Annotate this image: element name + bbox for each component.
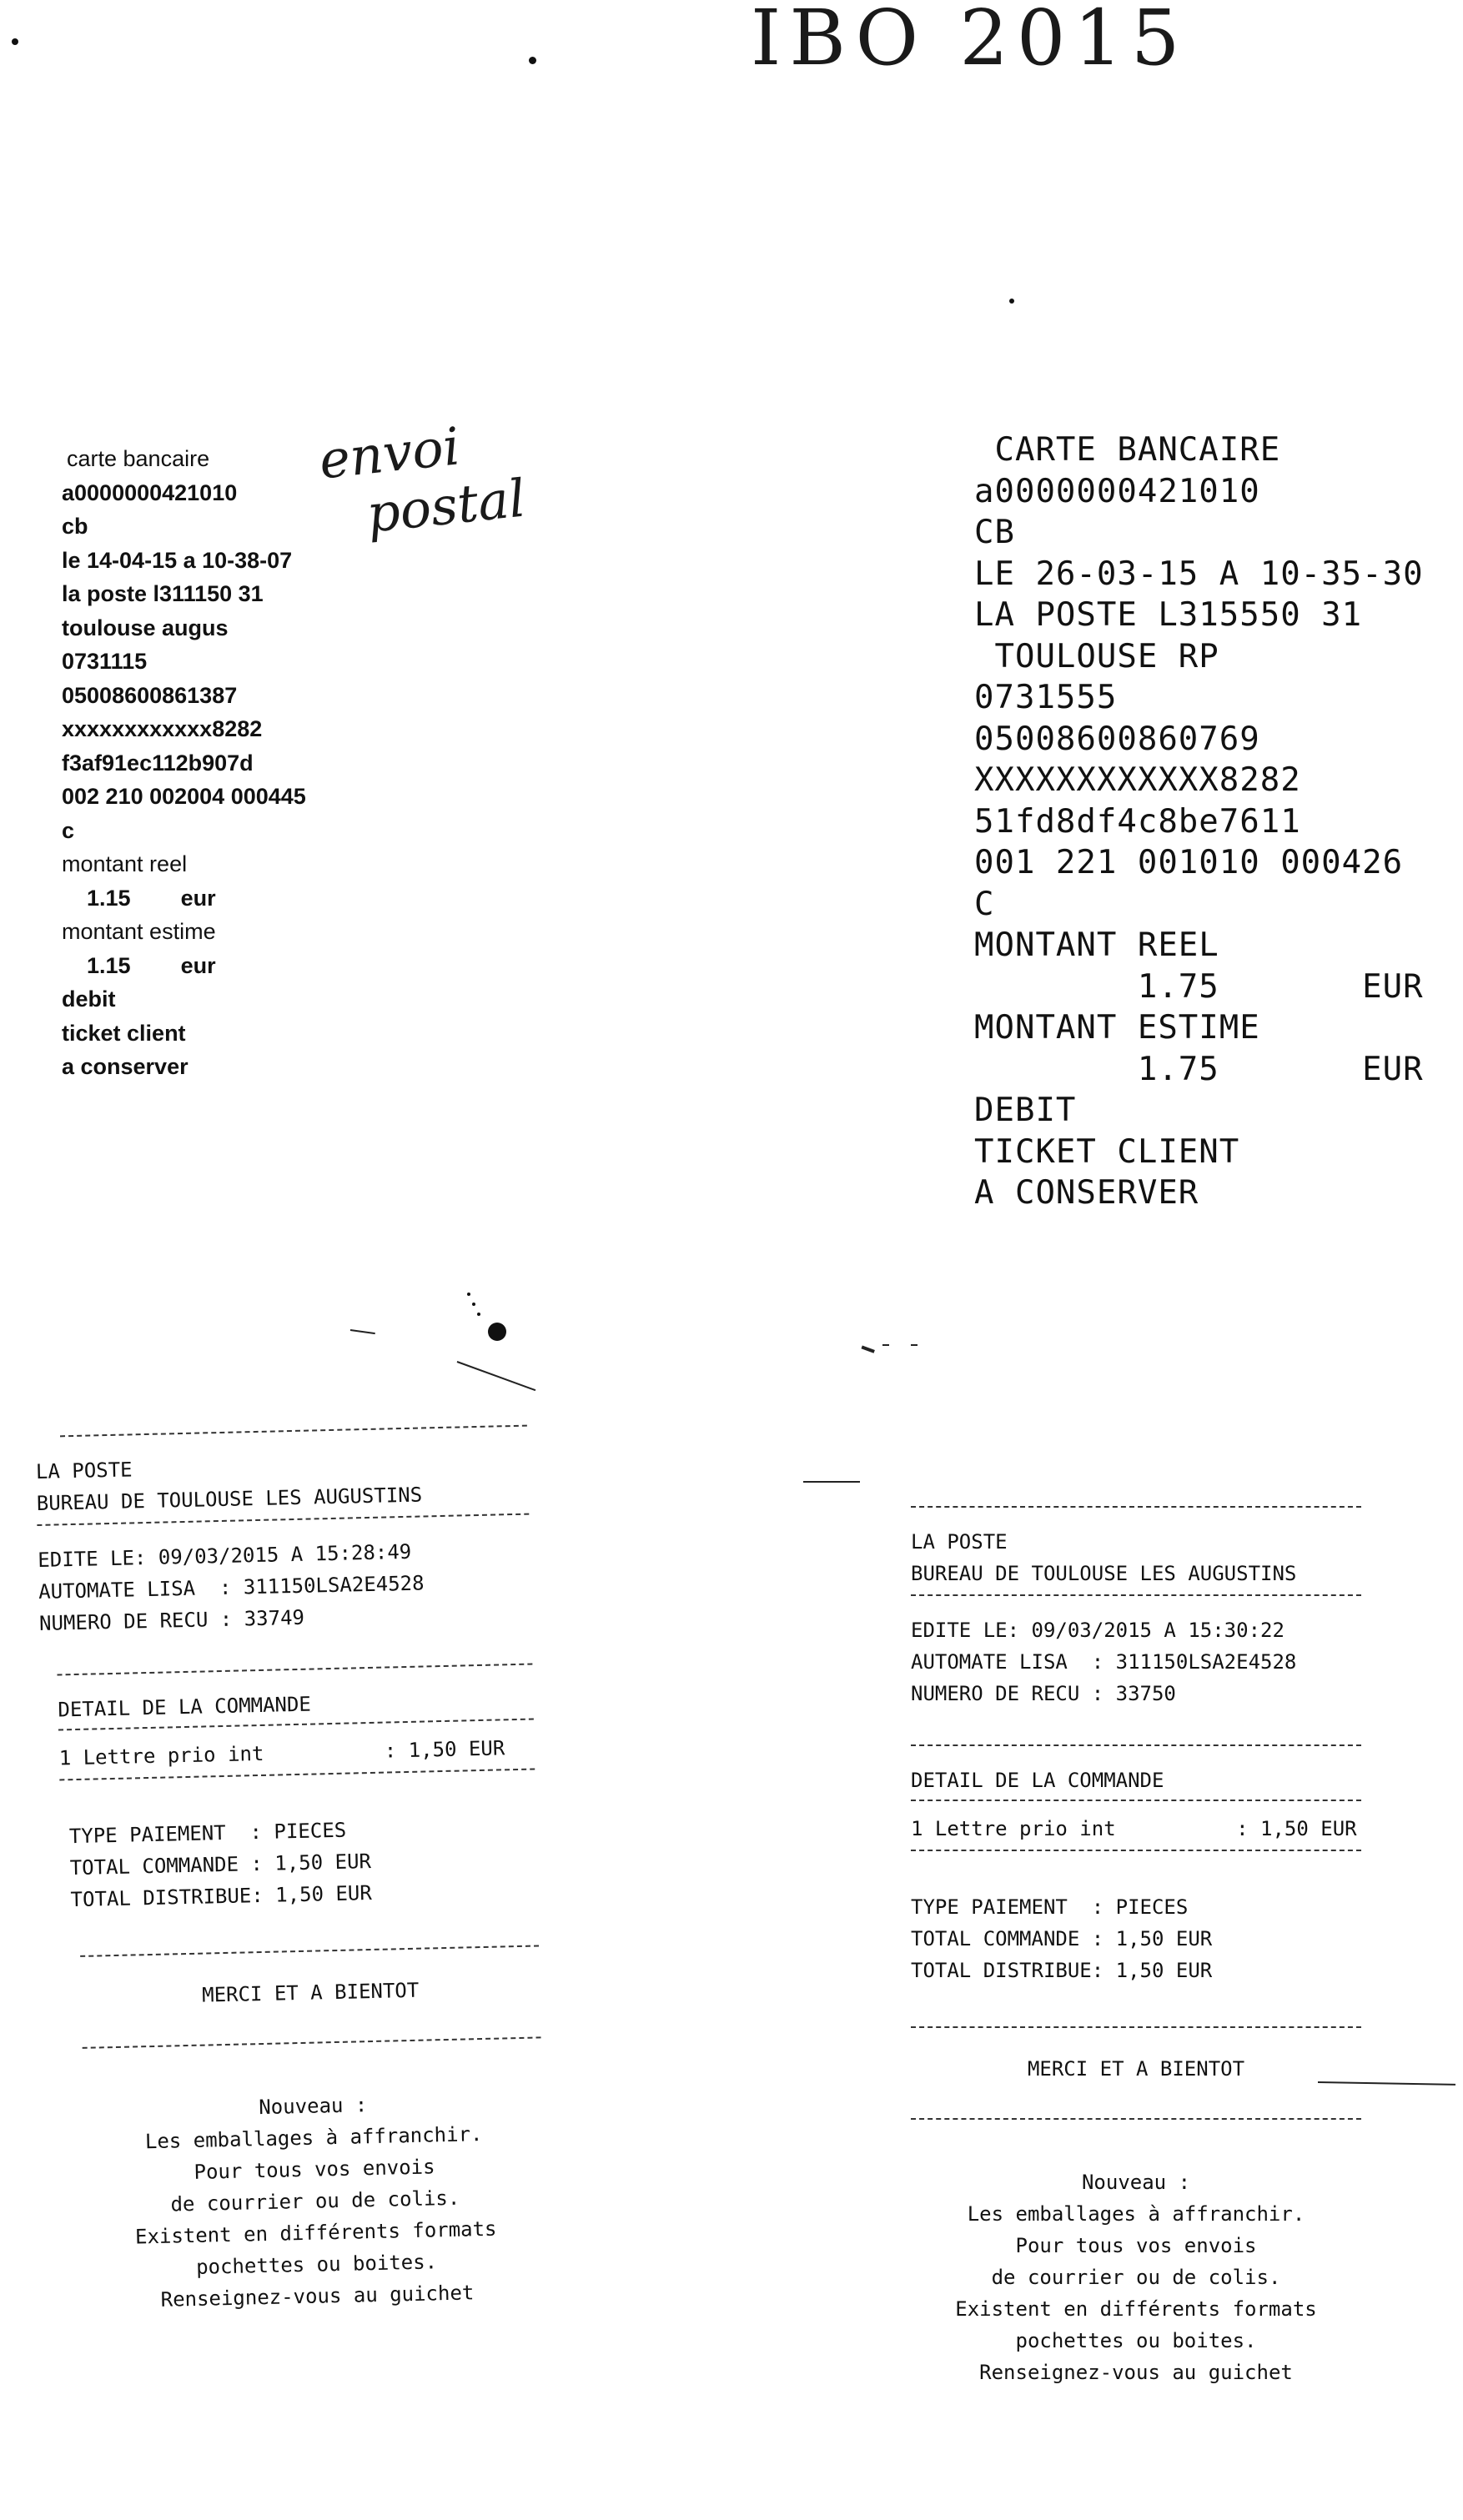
divider	[911, 1850, 1361, 1851]
promo-line: Renseignez-vous au guichet	[160, 2281, 475, 2312]
receipt-line: cb	[62, 514, 88, 539]
receipt-meta: AUTOMATE LISA : 311150LSA2E4528	[38, 1571, 425, 1604]
order-title: DETAIL DE LA COMMANDE	[58, 1692, 312, 1722]
thanks-message: MERCI ET A BIENTOT	[1027, 2057, 1245, 2081]
promo-line: Existent en différents formats	[955, 2297, 1317, 2321]
receipt-line: DEBIT	[974, 1092, 1077, 1129]
receipt-line: f3af91ec112b907d	[62, 750, 254, 776]
receipt-line: xxxxxxxxxxxx8282	[62, 716, 263, 741]
divider	[911, 2026, 1361, 2028]
payment-line: TOTAL DISTRIBUE: 1,50 EUR	[911, 1959, 1213, 1982]
thanks-message: MERCI ET A BIENTOT	[201, 1978, 420, 2007]
receipt-line: toulouse augus	[62, 615, 229, 640]
scan-mark	[882, 1344, 889, 1346]
receipt-amount: 1.15 eur	[62, 885, 216, 911]
receipt-line: C	[974, 885, 995, 923]
postal-receipt-2	[911, 1506, 1361, 2388]
payment-line: TOTAL COMMANDE : 1,50 EUR	[911, 1927, 1213, 1950]
receipt-line: MONTANT REEL	[974, 926, 1219, 964]
receipt-line: a conserver	[62, 1054, 189, 1079]
receipt-line: 0731115	[62, 649, 148, 674]
receipt-line: 51fd8df4c8be7611	[974, 802, 1301, 841]
receipt-line: a0000000421010	[974, 472, 1260, 510]
receipt-line: 0731555	[974, 679, 1118, 716]
receipt-meta: NUMERO DE RECU : 33749	[38, 1605, 305, 1635]
promo-line: Renseignez-vous au guichet	[979, 2361, 1293, 2384]
promo-line: Pour tous vos envois	[1015, 2234, 1257, 2257]
card-receipt-1	[62, 442, 306, 1084]
scan-speck	[529, 57, 536, 64]
scan-speck	[472, 1303, 475, 1306]
receipt-line: LE 26-03-15 A 10-35-30	[974, 555, 1424, 593]
receipt-line: 002 210 002004 000445	[62, 784, 306, 809]
promo-line: Pour tous vos envois	[194, 2155, 435, 2184]
postal-receipt-1	[35, 1425, 547, 2318]
scan-speck	[477, 1313, 480, 1316]
promo-line: Les emballages à affranchir.	[967, 2202, 1305, 2226]
order-line: 1 Lettre prio int : 1,50 EUR	[58, 1736, 505, 1770]
receipt-line: 05008600861387	[62, 682, 238, 708]
receipt-line: CARTE BANCAIRE	[974, 431, 1281, 469]
receipt-meta: EDITE LE: 09/03/2015 A 15:28:49	[38, 1539, 412, 1572]
receipt-line: 001 221 001010 000426	[974, 844, 1404, 881]
divider	[911, 2118, 1361, 2120]
receipt-line: c	[62, 817, 75, 843]
divider	[83, 2036, 541, 2048]
receipt-office: BUREAU DE TOULOUSE LES AUGUSTINS	[911, 1562, 1297, 1585]
receipt-meta: NUMERO DE RECU : 33750	[911, 1682, 1176, 1705]
receipt-line: TOULOUSE RP	[974, 637, 1219, 675]
handwritten-note-line: postal	[364, 467, 529, 545]
receipt-line: ticket client	[62, 1020, 186, 1046]
order-line: 1 Lettre prio int : 1,50 EUR	[911, 1817, 1357, 1840]
receipt-meta: AUTOMATE LISA : 311150LSA2E4528	[911, 1650, 1297, 1674]
promo-line: Nouveau :	[1081, 2171, 1191, 2194]
receipt-meta: EDITE LE: 09/03/2015 A 15:30:22	[911, 1619, 1285, 1642]
promo-line: Existent en différents formats	[134, 2216, 497, 2249]
scan-mark	[911, 1344, 918, 1346]
divider	[911, 1800, 1361, 1801]
receipt-line: carte bancaire	[67, 446, 210, 471]
divider	[57, 1664, 532, 1676]
receipt-line: a0000000421010	[62, 479, 238, 505]
promo-line: pochettes ou boites.	[1015, 2329, 1257, 2352]
receipt-office: BUREAU DE TOULOUSE LES AUGUSTINS	[36, 1483, 423, 1515]
receipt-line: CB	[974, 514, 1015, 551]
receipt-line: LA POSTE L315550 31	[974, 596, 1363, 634]
receipt-amount: 1.75 EUR	[974, 1050, 1424, 1088]
scan-speck	[12, 38, 18, 45]
scan-mark	[861, 1346, 874, 1353]
scan-mark	[350, 1329, 375, 1334]
receipt-line: debit	[62, 986, 116, 1012]
divider	[80, 1945, 539, 1956]
card-receipt-2	[974, 429, 1424, 1214]
receipt-line: le 14-04-15 a 10-38-07	[62, 547, 293, 573]
scan-speck	[467, 1293, 470, 1296]
receipt-line: MONTANT ESTIME	[974, 1009, 1260, 1047]
promo-line: Les emballages à affranchir.	[144, 2122, 483, 2154]
divider	[911, 1594, 1361, 1596]
receipt-line: XXXXXXXXXXXX8282	[974, 761, 1301, 799]
receipt-line: A CONSERVER	[974, 1174, 1199, 1212]
handwritten-note-line: envoi	[316, 415, 463, 491]
promo-line: pochettes ou boites.	[195, 2250, 438, 2279]
payment-line: TOTAL DISTRIBUE: 1,50 EUR	[70, 1880, 373, 1912]
payment-line: TYPE PAIEMENT : PIECES	[68, 1818, 347, 1849]
receipt-line: montant reel	[62, 851, 188, 876]
receipt-office: LA POSTE	[911, 1530, 1008, 1554]
handwritten-note	[316, 411, 528, 548]
receipt-amount: 1.75 EUR	[974, 967, 1424, 1006]
scan-mark	[803, 1481, 860, 1483]
receipt-line: TICKET CLIENT	[974, 1132, 1240, 1171]
scan-speck	[488, 1323, 506, 1341]
handwritten-header: IBO 2015	[751, 0, 1189, 83]
divider	[911, 1744, 1361, 1746]
promo-line: Nouveau :	[258, 2093, 368, 2120]
promo-line: de courrier ou de colis.	[170, 2186, 460, 2216]
payment-line: TYPE PAIEMENT : PIECES	[911, 1895, 1189, 1919]
receipt-amount: 1.15 eur	[62, 952, 216, 978]
promo-line: de courrier ou de colis.	[991, 2266, 1281, 2289]
scan-mark	[457, 1361, 536, 1391]
receipt-office: LA POSTE	[35, 1458, 133, 1483]
scan-speck	[1009, 299, 1014, 304]
receipt-line: la poste l311150 31	[62, 581, 264, 606]
order-title: DETAIL DE LA COMMANDE	[911, 1769, 1164, 1792]
payment-line: TOTAL COMMANDE : 1,50 EUR	[69, 1849, 372, 1880]
receipt-line: montant estime	[62, 919, 216, 944]
receipt-line: 05008600860769	[974, 720, 1260, 758]
